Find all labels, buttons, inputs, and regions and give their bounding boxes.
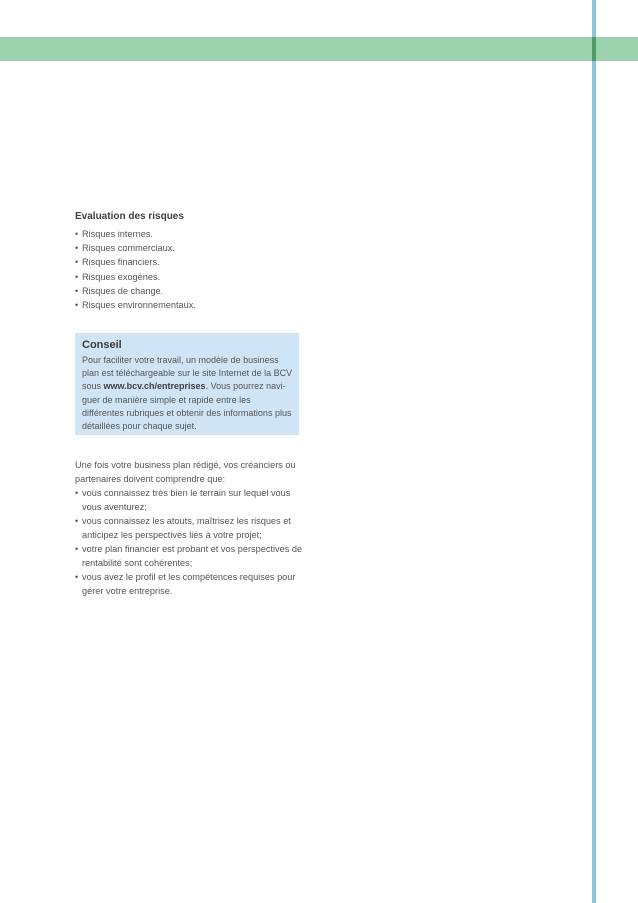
risk-item-environmental: • Risques environnementaux. bbox=[75, 298, 307, 312]
header-band bbox=[0, 37, 592, 61]
risk-item-currency: • Risques de change. bbox=[75, 284, 307, 298]
closing-list bbox=[75, 486, 309, 598]
closing-item-financial-plan: • votre plan financier est probant et vos perspectives de rentabilité sont cohérentes; bbox=[75, 542, 309, 570]
risk-item-commercial: • Risques commerciaux. bbox=[75, 241, 307, 255]
closing-section bbox=[75, 458, 309, 598]
closing-item-profile: • vous avez le profil et les compétences requises pour gérer votre entreprise. bbox=[75, 570, 309, 598]
tip-text-after: . Vous pourrez navi-guer de manière simple et rapide entre les différentes rubriques et obtenir des informations plus détaillées pour chaque sujet. bbox=[82, 381, 292, 432]
header-band-right bbox=[596, 37, 638, 61]
tip-title: Conseil bbox=[82, 339, 122, 351]
risk-item-exogenous: • Risques exogènes. bbox=[75, 270, 307, 284]
closing-intro: Une fois votre business plan rédigé, vos créanciers ou partenaires doivent comprendre que: bbox=[75, 460, 296, 484]
risks-title: Evaluation des risques bbox=[75, 211, 184, 222]
header-band-accent bbox=[592, 37, 596, 61]
tip-box bbox=[75, 333, 299, 435]
risk-item-internal: • Risques internes. bbox=[75, 227, 307, 241]
risks-list bbox=[75, 227, 307, 312]
tip-text bbox=[82, 354, 294, 433]
closing-item-atouts: • vous connaissez les atouts, maîtrisez les risques et anticipez les perspectives liés à votre projet; bbox=[75, 514, 309, 542]
closing-item-terrain: • vous connaissez très bien le terrain sur lequel vous vous aventurez; bbox=[75, 486, 309, 514]
side-rule bbox=[592, 0, 596, 903]
tip-text-before: Pour faciliter votre travail, un modèle de business plan est téléchargeable sur le site Internet de la BCV sous bbox=[82, 355, 293, 392]
risk-item-financial: • Risques financiers. bbox=[75, 255, 307, 269]
risks-section bbox=[75, 210, 307, 312]
tip-link[interactable]: www.bcv.ch/entreprises bbox=[103, 381, 206, 392]
